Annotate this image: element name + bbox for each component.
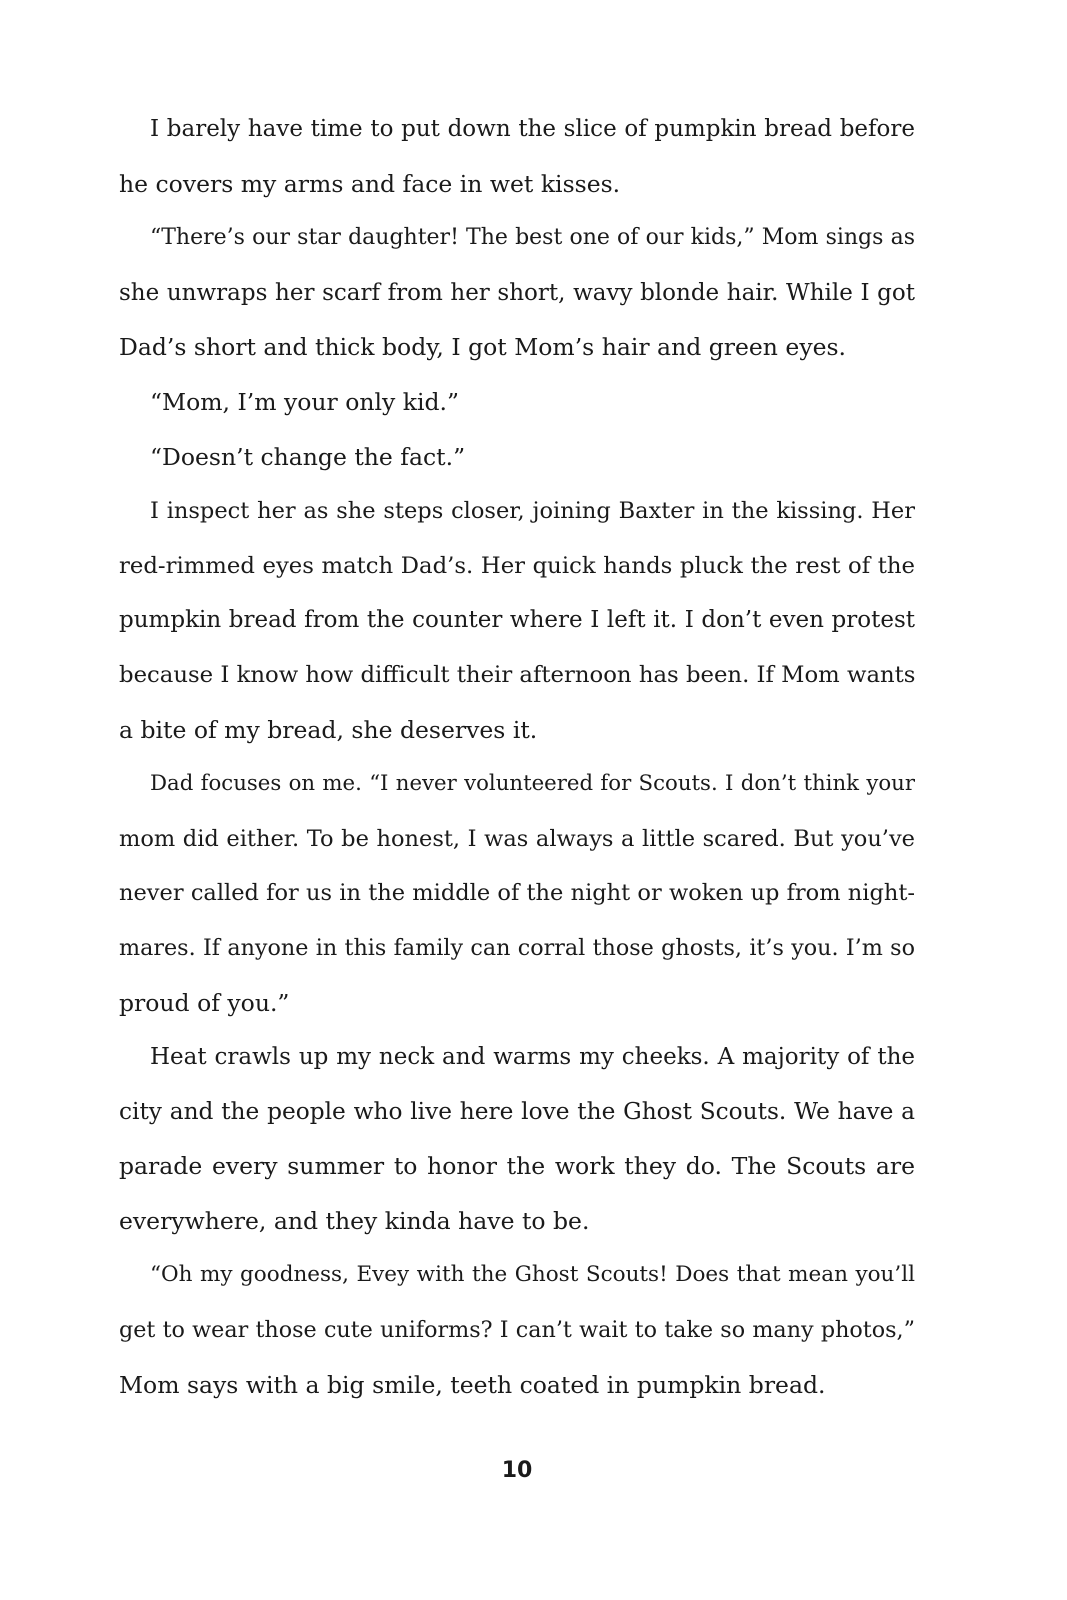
text-line: “Mom, I’m your only kid.”: [150, 387, 460, 416]
text-line: Dad focuses on me. “I never volunteered for Scouts. I don’t think your: [150, 771, 915, 797]
page-number: 10: [501, 1458, 533, 1483]
text-line: “Doesn’t change the fact.”: [150, 442, 466, 471]
text-line: a bite of my bread, she deserves it.: [119, 715, 538, 744]
text-line: she unwraps her scarf from her short, wavy blonde hair. While I got: [119, 279, 915, 306]
page-body-text: [119, 102, 915, 1412]
text-line: city and the people who live here love the Ghost Scouts. We have a: [119, 1097, 915, 1125]
text-line: “There’s our star daughter! The best one of our kids,” Mom sings as: [150, 225, 915, 251]
text-line: Heat crawls up my neck and warms my cheeks. A majority of the: [150, 1044, 915, 1071]
text-line: mares. If anyone in this family can corral those ghosts, it’s you. I’m so: [119, 934, 915, 961]
text-line: proud of you.”: [119, 988, 290, 1017]
text-line: I barely have time to put down the slice of pumpkin bread before: [150, 116, 915, 142]
text-line: everywhere, and they kinda have to be.: [119, 1206, 590, 1235]
text-line: “Oh my goodness, Evey with the Ghost Scouts! Does that mean you’ll: [150, 1262, 915, 1288]
text-line: red-rimmed eyes match Dad’s. Her quick hands pluck the rest of the: [119, 552, 915, 579]
text-line: get to wear those cute uniforms? I can’t wait to take so many photos,”: [119, 1317, 915, 1344]
text-line: I inspect her as she steps closer, joining Baxter in the kissing. Her: [150, 498, 915, 525]
text-line: mom did either. To be honest, I was always a little scared. But you’ve: [119, 825, 915, 852]
text-line: never called for us in the middle of the night or woken up from night-: [119, 880, 915, 907]
text-line: Mom says with a big smile, teeth coated in pumpkin bread.: [119, 1370, 826, 1399]
text-line: Dad’s short and thick body, I got Mom’s hair and green eyes.: [119, 333, 847, 362]
text-line: because I know how difficult their afternoon has been. If Mom wants: [119, 661, 915, 688]
text-line: parade every summer to honor the work they do. The Scouts are: [119, 1152, 915, 1181]
text-line: he covers my arms and face in wet kisses.: [119, 169, 621, 198]
text-line: pumpkin bread from the counter where I left it. I don’t even protest: [119, 607, 915, 634]
